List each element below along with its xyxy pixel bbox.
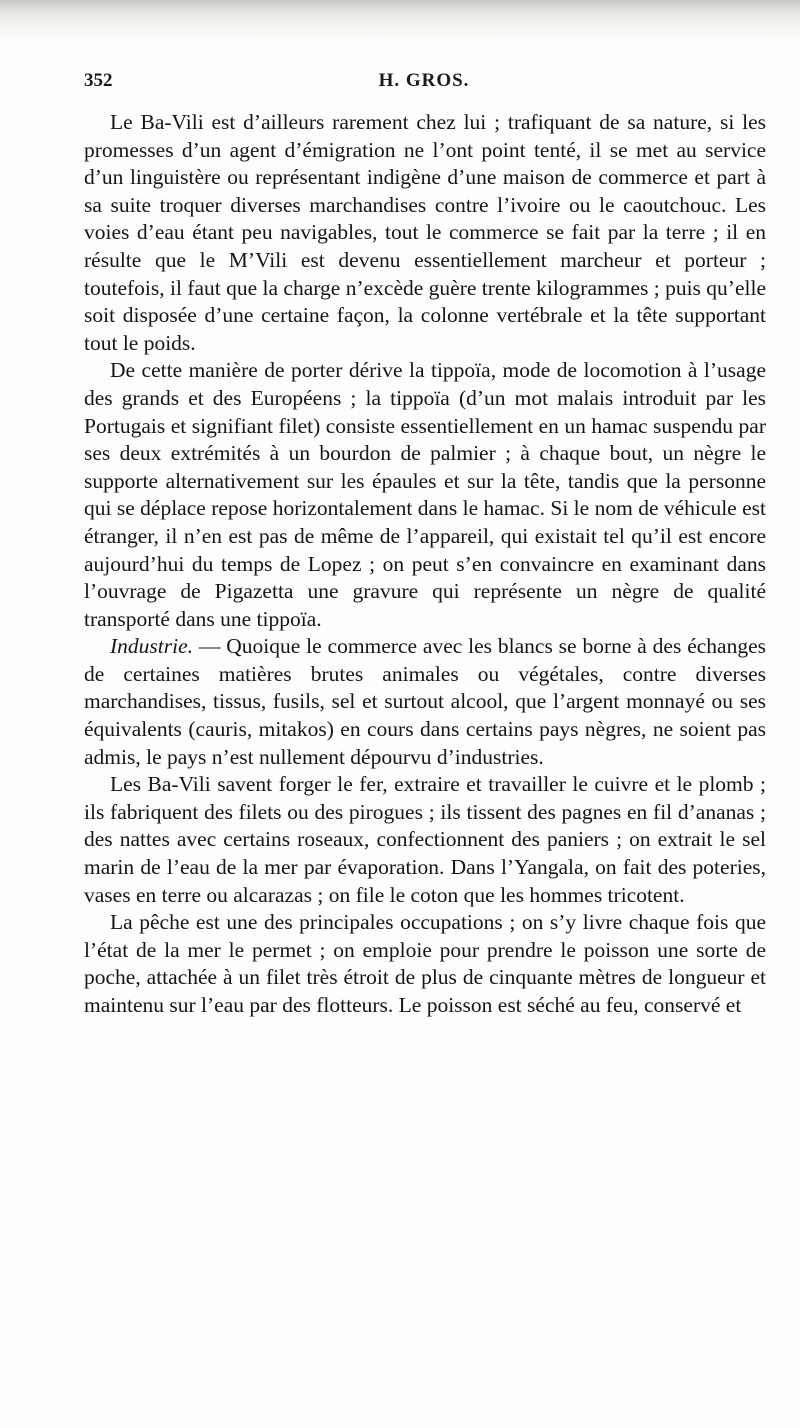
paragraph-industrie: Industrie. — Quoique le commerce avec les blancs se borne à des échanges de certaines matières brutes animales ou végétales, contre diverses marchandises, tissus, fusils, sel et surtout alcool, que l’argent monnayé ou ses équivalents (cauris, mitakos) en cours dans certains pays nègres, ne soient pas admis, le pays n’est nullement dépourvu d’industries. — [84, 634, 766, 769]
paragraph-fishing: La pêche est une des principales occupations ; on s’y livre chaque fois que l’état de la mer le permet ; on emploie pour prendre le poisson une sorte de poche, attachée à un filet très étroit de plus de cinquante mètres de longueur et maintenu sur l’eau par des flotteurs. Le poisson est séché au feu, conservé et — [84, 910, 766, 1017]
paragraph-tippoia: De cette manière de porter dérive la tippoïa, mode de locomotion à l’usage des grands et des Européens ; la tippoïa (d’un mot malais introduit par les Portugais et signifiant filet) consiste essentiellement en un hamac suspendu par ses deux extrémités à un bourdon de palmier ; à chaque bout, un nègre le supporte alternativement sur les épaules et sur la tête, tandis que la personne qui se déplace repose horizontalement dans le hamac. Si le nom de véhicule est étranger, il n’en est pas de même de l’appareil, qui existait tel qu’il est encore aujourd’hui du temps de Lopez ; on peut s’en convaincre en examinant dans l’ouvrage de Pigazetta une gravure qui représente un nègre de qualité transporté dans une tippoïa. — [84, 358, 766, 631]
running-head — [84, 70, 764, 100]
paragraph-porters: Le Ba-Vili est d’ailleurs rarement chez lui ; trafiquant de sa nature, si les promesses d’un agent d’émigration ne l’ont point tenté, il se met au service d’un linguistère ou représentant indigène d’une maison de commerce et part à sa suite troquer diverses marchandises contre l’ivoire ou le caoutchouc. Les voies d’eau étant peu navigables, tout le commerce se fait par la terre ; il en résulte que le M’Vili est devenu essentiellement marcheur et porteur ; toutefois, il faut que la charge n’excède guère trente kilogrammes ; puis qu’elle soit disposée d’une certaine façon, la colonne vertébrale et la tête supportant tout le poids. — [84, 110, 766, 355]
page-number: 352 — [84, 70, 113, 91]
running-title: H. GROS. — [378, 70, 470, 91]
body-text — [84, 109, 766, 1020]
section-title-industrie: Industrie. — [110, 634, 194, 659]
paragraph-crafts: Les Ba-Vili savent forger le fer, extraire et travailler le cuivre et le plomb ; ils fabriquent des filets ou des pirogues ; ils tissent des pagnes en fil d’ananas ; des nattes avec certains roseaux, confectionnent des paniers ; on extrait le sel marin de l’eau de la mer par évaporation. Dans l’Yangala, on fait des poteries, vases en terre ou alcarazas ; on file le coton que les hommes tricotent. — [84, 772, 766, 907]
